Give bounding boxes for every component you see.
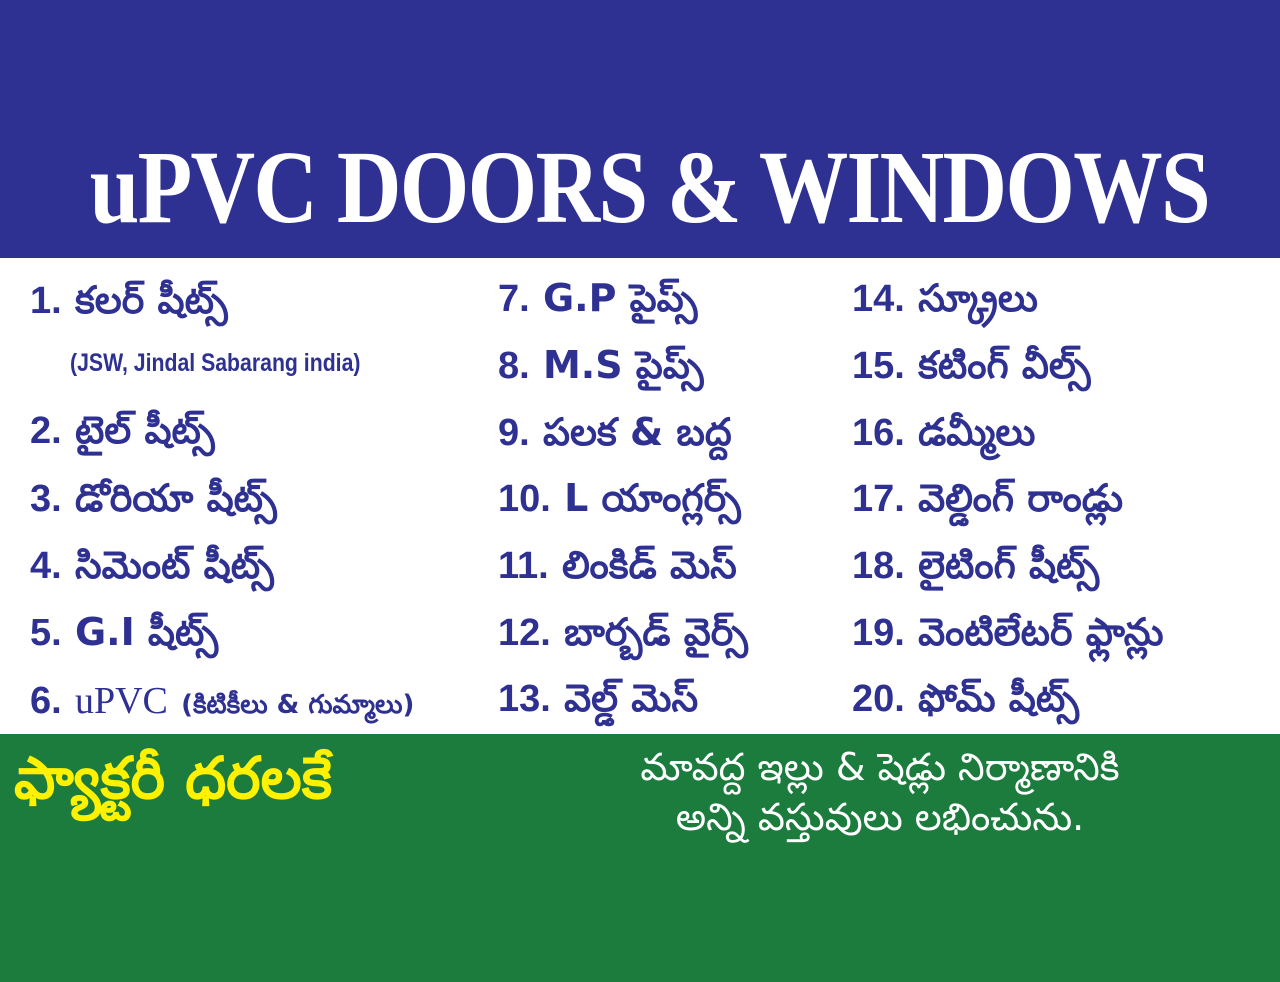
item-number: 17. [852,478,905,520]
item-label: uPVC [74,680,168,722]
list-item [852,676,1079,721]
item-label: M.S పైప్స్ [542,343,704,387]
list-item [498,276,697,321]
list-item [498,610,748,655]
availability-line-1: మావద్ద ఇల్లు & షెడ్లు నిర్మాణానికి [640,745,1120,789]
availability-text [500,742,1260,842]
list-item [852,276,1038,321]
item-number: 4. [30,545,62,587]
header-band [0,0,1280,258]
item-label: స్క్రూలు [918,276,1038,320]
item-label: సిమెంట్ షీట్స్ [74,543,274,587]
item-number: 10. [498,478,551,520]
item-number: 18. [852,545,905,587]
list-item [852,610,1164,655]
item-number: 11. [498,545,549,587]
item-label: G.I షీట్స్ [74,610,219,654]
list-item [852,543,1099,588]
item-number: 5. [30,612,62,654]
list-item [30,408,215,453]
list-item [30,543,274,588]
list-item [498,476,741,521]
item-number: 12. [498,612,551,654]
item-label: వెల్డ్ మెస్ [564,676,699,720]
list-item [498,410,732,455]
item-label: G.P పైప్స్ [542,276,698,320]
item-label: కలర్ షీట్స్ [74,278,228,322]
item-label: లింకిడ్ మెస్ [561,543,737,587]
item-label: వెల్డింగ్ రాండ్లు [918,476,1124,520]
item-label: కటింగ్ వీల్స్ [918,343,1091,387]
item-label: టైల్ షీట్స్ [74,408,215,452]
list-item [30,610,218,655]
item-label: లైటింగ్ షీట్స్ [918,543,1100,587]
list-item [852,410,1035,455]
item-number: 8. [498,345,530,387]
item-detail: (కిటికీలు & గుమ్మాలు) [181,690,415,720]
item-label: వెంటిలేటర్ ఫ్లాన్లు [918,610,1164,654]
item-number: 19. [852,612,905,654]
item-number: 9. [498,412,530,454]
item-number: 2. [30,410,62,452]
availability-line-2: అన్ని వస్తువులు లభించును. [675,795,1085,839]
item-number: 14. [852,278,905,320]
product-list [0,258,1280,734]
item-label: బార్బడ్ వైర్స్ [564,610,748,654]
item-number: 3. [30,478,62,520]
item-label: పలక & బద్ద [542,410,732,454]
item-label: L యాంగ్లర్స్ [564,476,741,520]
item-number: 20. [852,678,905,720]
item-number: 13. [498,678,551,720]
list-item [498,676,698,721]
item-label: డమ్మీలు [918,410,1036,454]
list-item [852,476,1123,521]
banner-title: uPVC DOORS & WINDOWS [89,130,1209,245]
item-number: 6. [30,680,62,722]
item-label: డోరియా షీట్స్ [74,476,277,520]
item-number: 1. [30,280,62,322]
brand-note: (JSW, Jindal Sabarang india) [70,349,361,377]
list-item [498,543,737,588]
item-label: ఫోమ్ షీట్స్ [918,676,1079,720]
list-item [30,278,228,323]
factory-price-slogan: ఫ్యాక్టరీ ధరలకే [14,744,332,812]
item-number: 16. [852,412,905,454]
item-number: 15. [852,345,905,387]
item-number: 7. [498,278,530,320]
list-item [30,476,277,521]
list-item [852,343,1091,388]
list-item [30,678,414,727]
list-item [498,343,704,388]
